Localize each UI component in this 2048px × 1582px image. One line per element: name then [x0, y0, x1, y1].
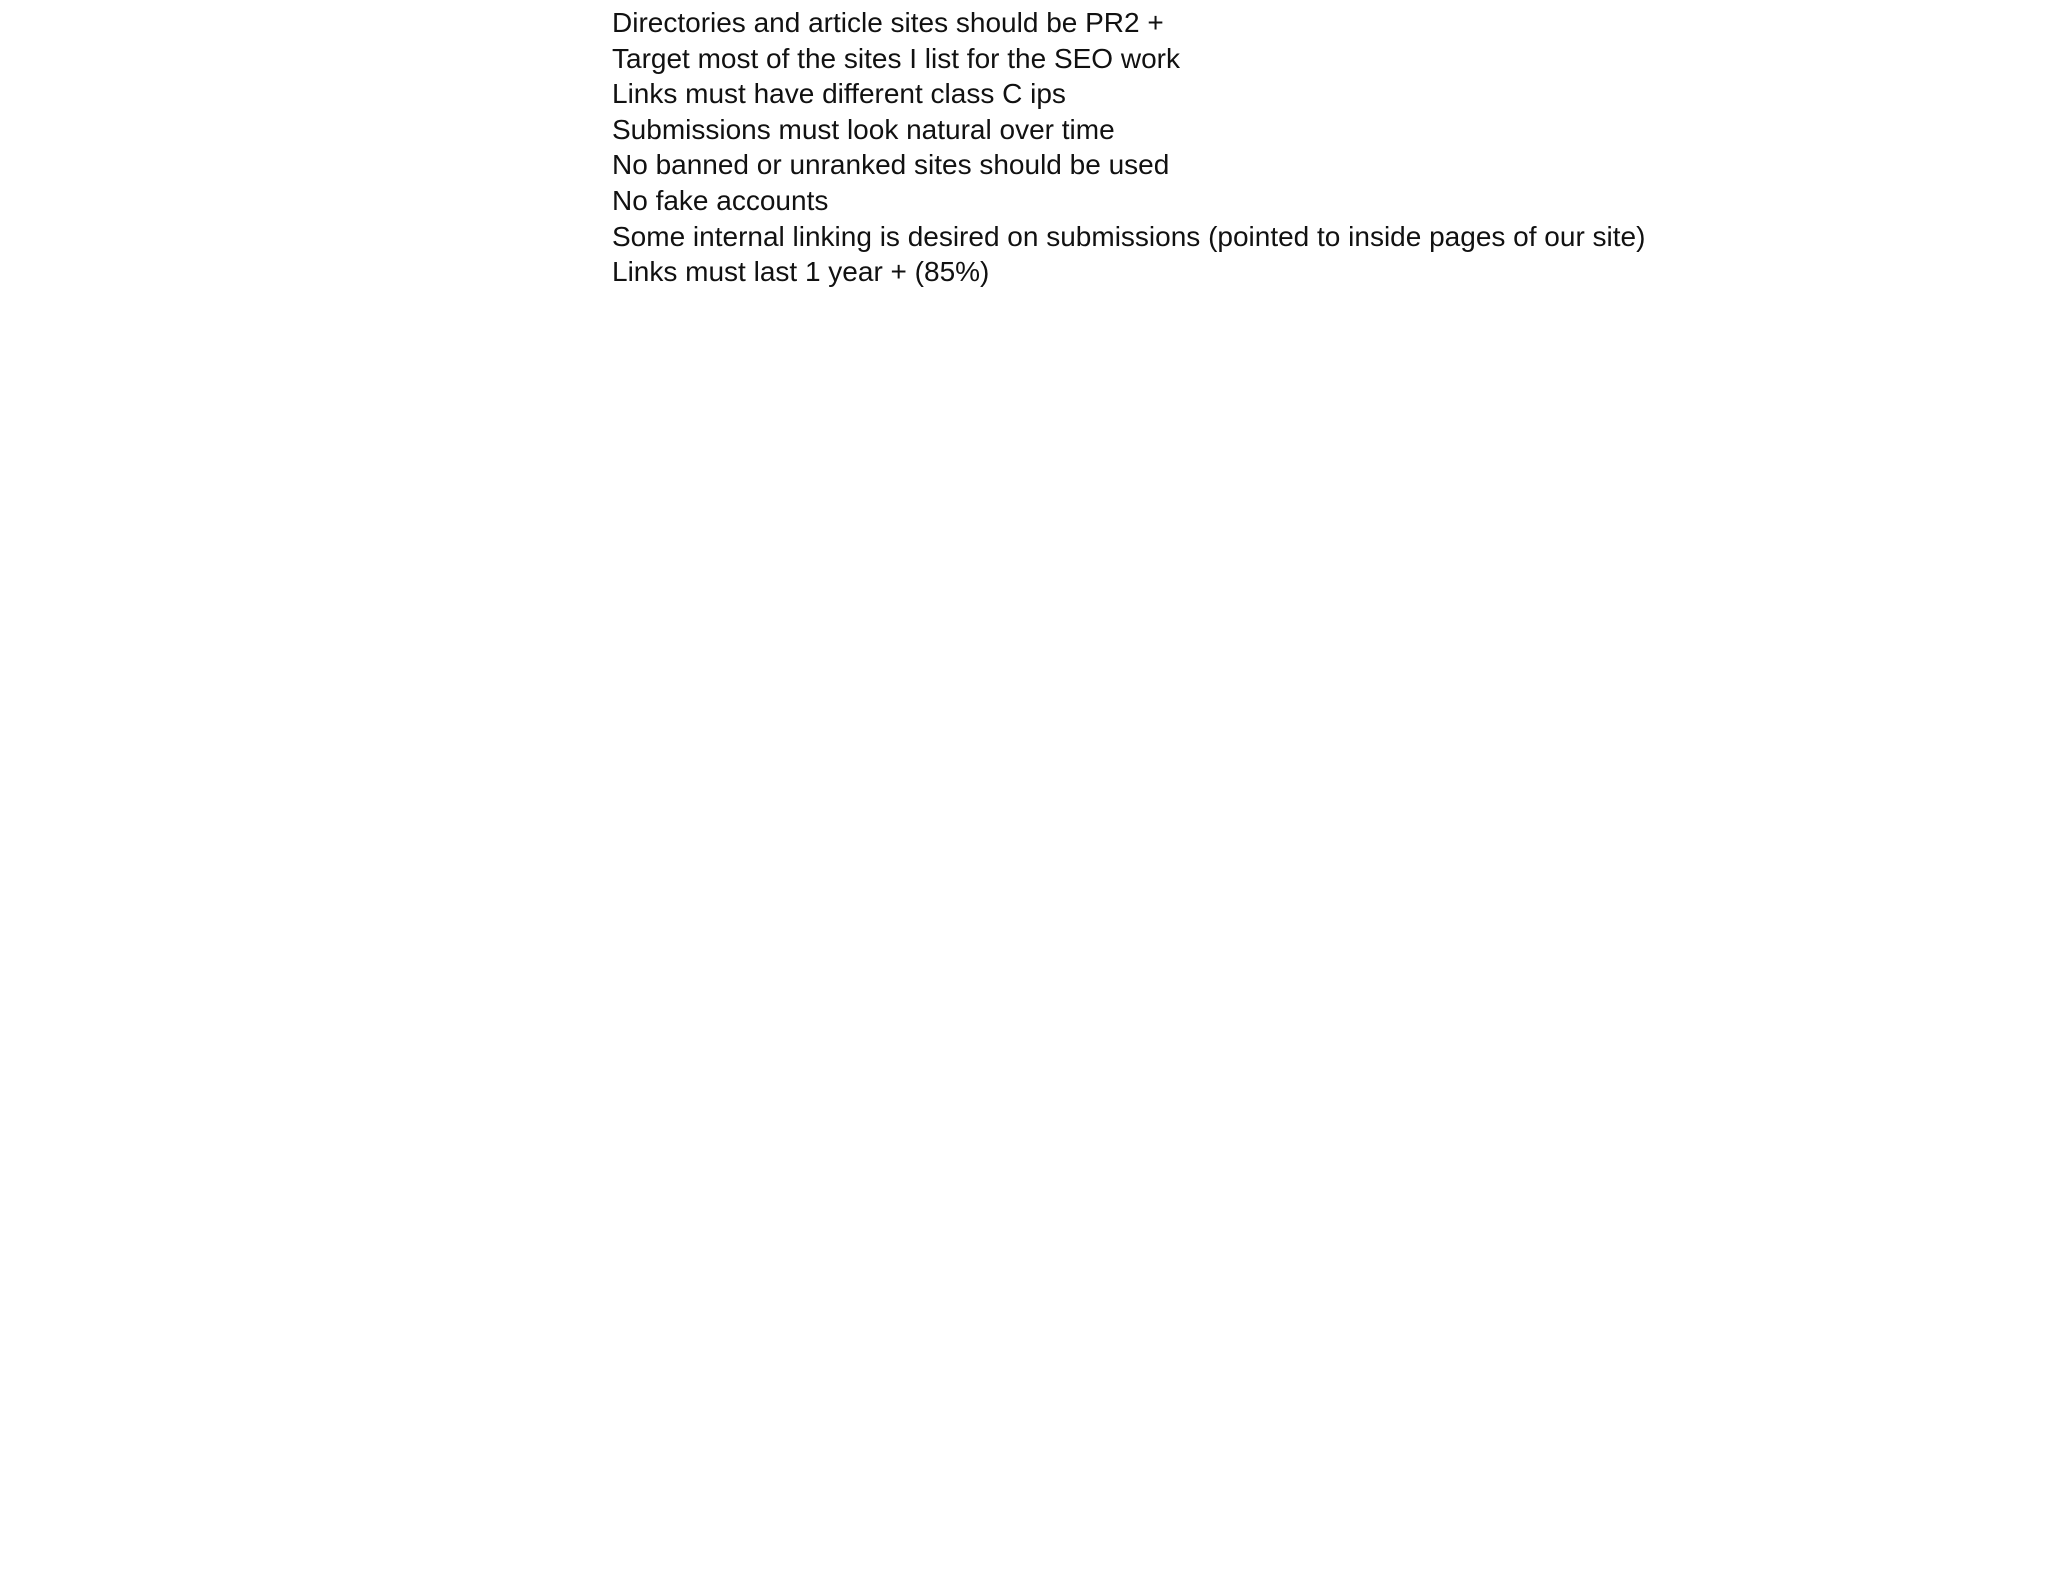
requirement-line: No fake accounts: [612, 184, 829, 216]
requirement-line: Links must last 1 year + (85%): [612, 256, 990, 288]
requirement-line: Links must have different class C ips: [612, 78, 1066, 110]
requirements-list: [612, 5, 1812, 290]
requirement-line: Directories and article sites should be PR2 +: [612, 7, 1164, 38]
requirement-line: Some internal linking is desired on submissions (pointed to inside pages of our site): [612, 220, 1646, 252]
requirement-line: Target most of the sites I list for the SEO work: [612, 42, 1180, 74]
requirement-line: No banned or unranked sites should be used: [612, 149, 1170, 181]
document-body: [612, 5, 1812, 290]
requirement-line: Submissions must look natural over time: [612, 113, 1115, 145]
